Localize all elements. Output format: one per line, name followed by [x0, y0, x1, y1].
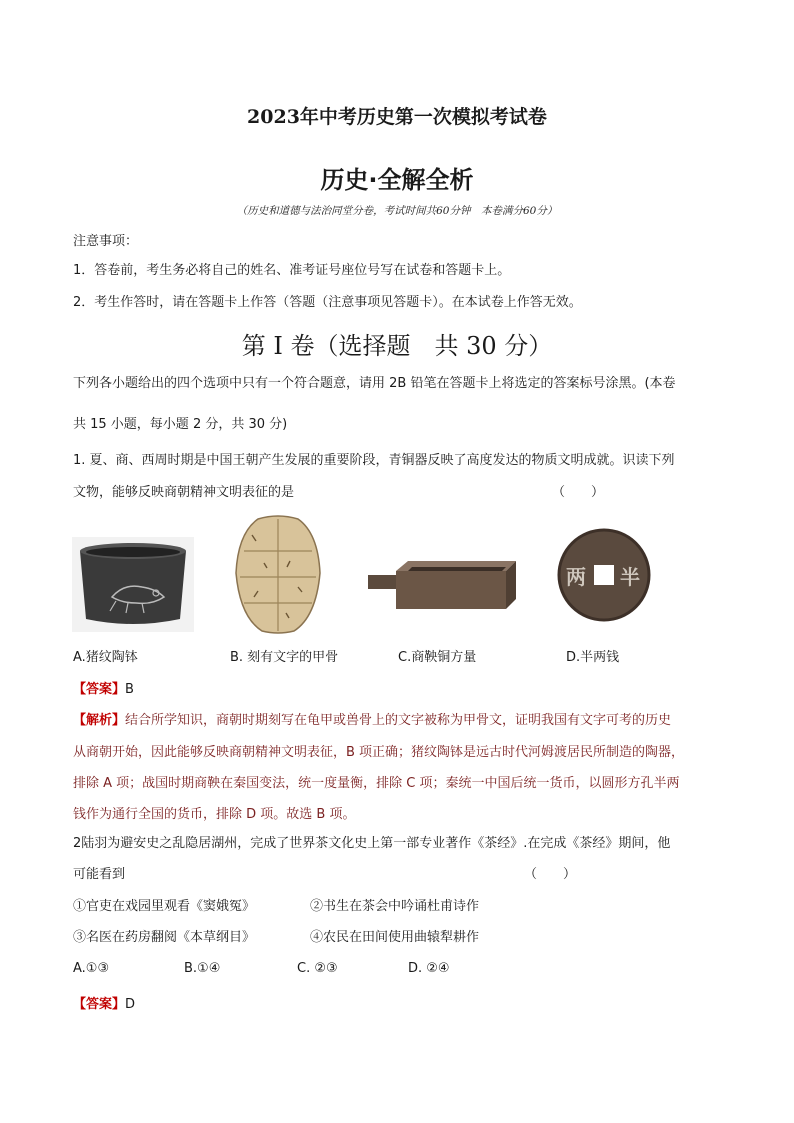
statement-item: ④农民在田间使用曲辕犁耕作 — [310, 930, 480, 945]
bronze-measure-image — [356, 545, 520, 630]
option-c-label: C. ②③ — [297, 961, 338, 976]
option-a-label: A.①③ — [73, 961, 110, 976]
exam-note: （历史和道德与法治同堂分卷，考试时间共60分钟 本卷满分60分） — [236, 205, 558, 217]
exam-main-title: 2023年中考历史第一次模拟考试卷 — [247, 106, 547, 128]
question-1-stem: 文物，能够反映商朝精神文明表征的是 — [73, 485, 295, 500]
coin-character: 两 — [566, 565, 586, 589]
coin-character: 半 — [620, 565, 640, 589]
analysis-text: 钱作为通行全国的货币，排除 D 项。故选 B 项。 — [73, 807, 356, 822]
question-2-stem: 2陆羽为避安史之乱隐居湖州，完成了世界茶文化史上第一部专业著作《茶经》.在完成《茶经》期间，他 — [73, 836, 671, 851]
answer-blank: （ ） — [524, 867, 577, 882]
pig-pottery-image — [72, 537, 194, 632]
option-d-label: D.半两钱 — [566, 650, 620, 665]
option-a-label: A.猪纹陶钵 — [73, 650, 138, 665]
statement-item: ③名医在药房翻阅《本草纲目》 — [73, 930, 256, 945]
question-1-stem: 1. 夏、商、西周时期是中国王朝产生发展的重要阶段，青铜器反映了高度发达的物质文明成就。识读下列 — [73, 453, 675, 468]
answer-tag: 【答案】 — [73, 682, 126, 697]
answer-value: B — [125, 682, 134, 697]
analysis-text: 排除 A 项；战国时期商鞅在秦国变法，统一度量衡，排除 C 项；秦统一中国后统一货币，以圆形方孔半两 — [73, 776, 680, 791]
answer-blank: （ ） — [552, 485, 605, 500]
answer-tag: 【答案】 — [73, 997, 126, 1012]
option-d-label: D. ②④ — [408, 961, 450, 976]
statement-item: ②书生在茶会中吟诵杜甫诗作 — [310, 899, 480, 914]
option-b-label: B.①④ — [184, 961, 221, 976]
analysis-tag: 【解析】 — [73, 713, 126, 728]
analysis-line — [73, 709, 671, 728]
section-title: 第 I 卷（选择题 共 30 分） — [241, 332, 553, 360]
answer-line — [73, 678, 134, 697]
banliang-coin-image — [556, 527, 652, 623]
option-b-label: B. 刻有文字的甲骨 — [230, 650, 339, 665]
oracle-bone-image — [228, 513, 328, 635]
question-2-stem: 可能看到 — [73, 867, 126, 882]
answer-value: D — [125, 997, 136, 1012]
statement-item: ①官吏在戏园里观看《窦娥冤》 — [73, 899, 256, 914]
section-instructions: 共 15 小题，每小题 2 分，共 30 分) — [73, 417, 288, 432]
exam-subtitle: 历史·全解全析 — [320, 166, 474, 194]
notes-heading: 注意事项： — [73, 234, 139, 249]
section-instructions: 下列各小题给出的四个选项中只有一个符合题意，请用 2B 铅笔在答题卡上将选定的答案标号涂黑。(本卷 — [73, 376, 676, 391]
analysis-text: 从商朝开始，因此能够反映商朝精神文明表征，B 项正确；猪纹陶钵是远古时代河姆渡居民所制造的陶器， — [73, 745, 685, 760]
option-c-label: C.商鞅铜方量 — [398, 650, 477, 665]
answer-line — [73, 993, 135, 1012]
notes-item: 2．考生作答时，请在答题卡上作答（答题（注意事项见答题卡）。在本试卷上作答无效。 — [73, 295, 582, 310]
notes-item: 1．答卷前，考生务必将自己的姓名、准考证号座位号写在试卷和答题卡上。 — [73, 263, 511, 278]
analysis-text: 结合所学知识，商朝时期刻写在龟甲或兽骨上的文字被称为甲骨文，证明我国有文字可考的历史 — [125, 713, 672, 728]
